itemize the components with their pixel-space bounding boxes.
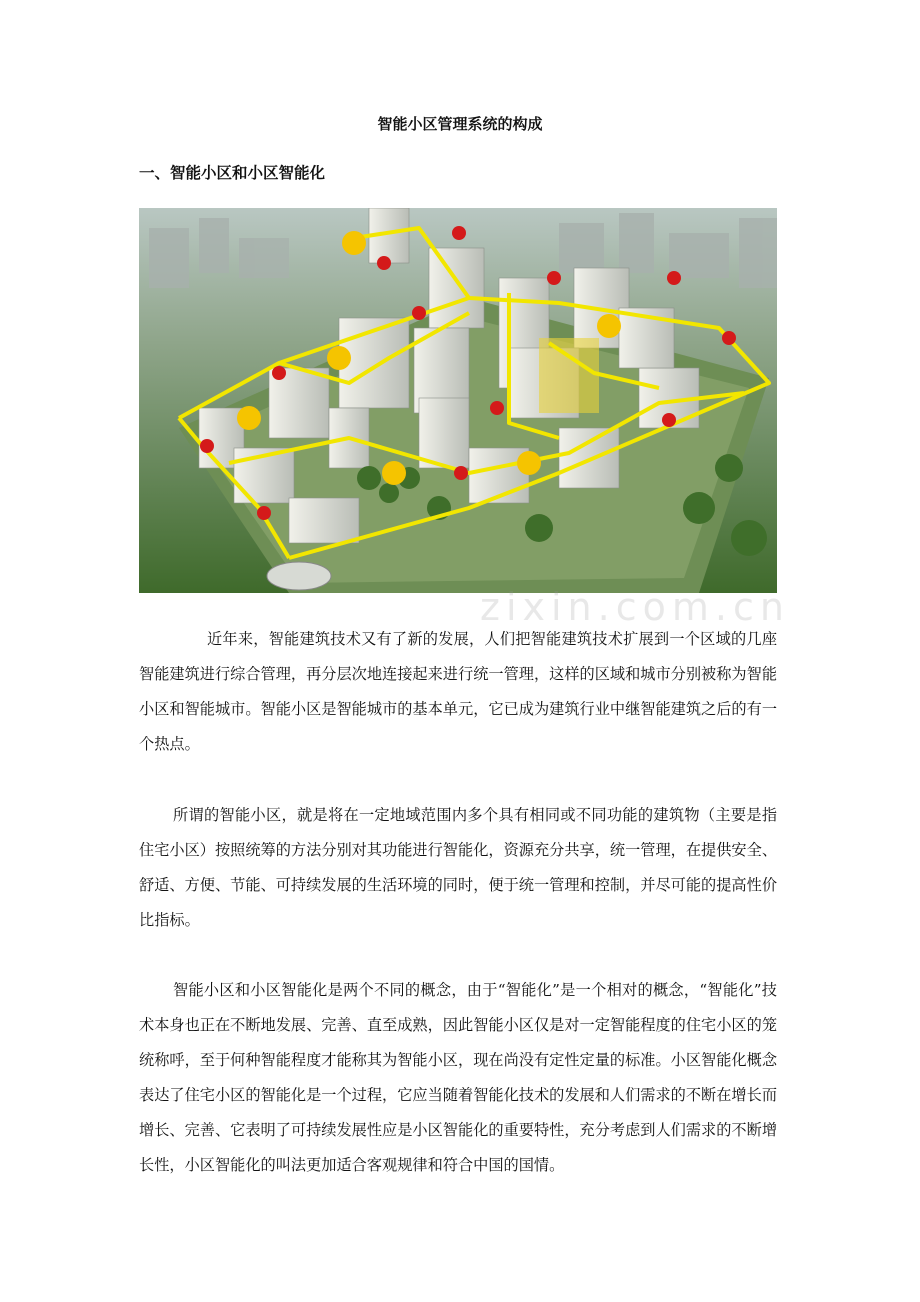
aerial-complex-figure — [139, 208, 777, 593]
section-heading: 一、智能小区和小区智能化 — [139, 164, 326, 182]
aerial-network-illustration — [139, 208, 777, 593]
paragraph-2: 所谓的智能小区，就是将在一定地域范围内多个具有相同或不同功能的建筑物（主要是指住宅小区）按照统筹的方法分别对其功能进行智能化，资源充分共享，统一管理，在提供安全、舒适、方便、节能、可持续发展的生活环境的同时，便于统一管理和控制，并尽可能的提高性价比指标。 — [139, 806, 777, 929]
watermark: zixin.com.cn — [480, 585, 790, 629]
paragraph-1: 近年来，智能建筑技术又有了新的发展，人们把智能建筑技术扩展到一个区域的几座智能建筑进行综合管理，再分层次地连接起来进行统一管理，这样的区域和城市分别被称为智能小区和智能城市。智能小区是智能城市的基本单元，它已成为建筑行业中继智能建筑之后的有一个热点。 — [139, 630, 777, 753]
page-title: 智能小区管理系统的构成 — [377, 115, 543, 133]
paragraph-3: 智能小区和小区智能化是两个不同的概念，由于“智能化”是一个相对的概念，“智能化”技术本身也正在不断地发展、完善、直至成熟，因此智能小区仅是对一定智能程度的住宅小区的笼统称呼，至于何种智能程度才能称其为智能小区，现在尚没有定性定量的标准。小区智能化概念表达了住宅小区的智能化是一个过程，它应当随着智能化技术的发展和人们需求的不断在增长而增长、完善、它表明了可持续发展性应是小区智能化的重要特性，充分考虑到人们需求的不断增长性，小区智能化的叫法更加适合客观规律和符合中国的国情。 — [139, 981, 777, 1174]
